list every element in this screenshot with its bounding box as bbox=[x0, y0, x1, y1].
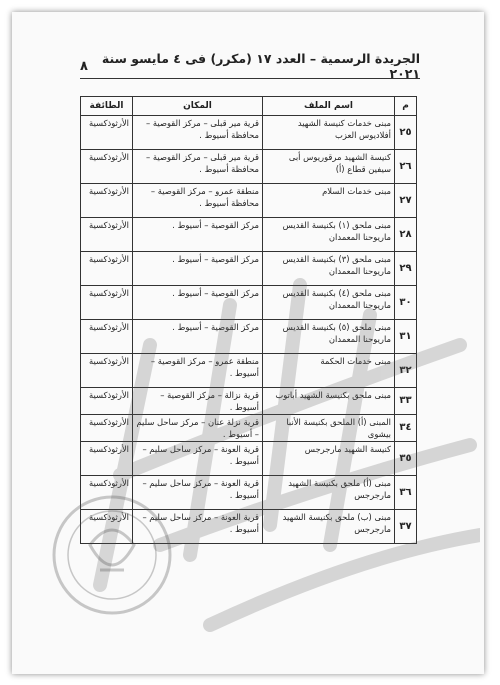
row-number: ٣٠ bbox=[395, 286, 417, 320]
table-row bbox=[81, 415, 417, 442]
column-header-number: م bbox=[395, 97, 417, 116]
file-name-cell: مبنى ملحق (١) بكنيسة القديس ماريوحنا المعمدان bbox=[263, 218, 395, 252]
sect-cell: الأرثوذكسية bbox=[81, 218, 133, 252]
sect-cell: الأرثوذكسية bbox=[81, 116, 133, 150]
file-name-cell: مبنى (ب) ملحق بكنيسة الشهيد مارجرجس bbox=[263, 510, 395, 544]
sect-cell: الأرثوذكسية bbox=[81, 442, 133, 476]
row-number: ٢٩ bbox=[395, 252, 417, 286]
table-row bbox=[81, 252, 417, 286]
sect-cell: الأرثوذكسية bbox=[81, 510, 133, 544]
file-name-cell: مبنى (أ) ملحق بكنيسة الشهيد مارجرجس bbox=[263, 476, 395, 510]
file-name-cell: مبنى ملحق بكنيسة الشهيد أباتوب bbox=[263, 388, 395, 415]
row-number: ٣٥ bbox=[395, 442, 417, 476]
file-name-cell: مبنى ملحق (٥) بكنيسة القديس ماريوحنا المعمدان bbox=[263, 320, 395, 354]
table-row bbox=[81, 354, 417, 388]
table-row bbox=[81, 442, 417, 476]
gazette-title: الجريدة الرسمية – العدد ١٧ (مكرر) فى ٤ مايسو سنة ٢٠٢١ bbox=[101, 51, 420, 81]
sect-cell: الأرثوذكسية bbox=[81, 415, 133, 442]
table-row bbox=[81, 320, 417, 354]
sect-cell: الأرثوذكسية bbox=[81, 320, 133, 354]
file-name-cell: مبنى ملحق (٤) بكنيسة القديس ماريوحنا المعمدان bbox=[263, 286, 395, 320]
table-row bbox=[81, 218, 417, 252]
place-cell: منطقة عمرو – مركز القوصية – محافظة أسيوط . bbox=[133, 184, 263, 218]
row-number: ٣٤ bbox=[395, 415, 417, 442]
file-name-cell: كنيسة الشهيد مرقوريوس أبى سيفين قطاع (أ) bbox=[263, 150, 395, 184]
row-number: ٢٦ bbox=[395, 150, 417, 184]
file-name-cell: مبنى خدمات الحكمة bbox=[263, 354, 395, 388]
row-number: ٢٧ bbox=[395, 184, 417, 218]
column-header-sect: الطائفة bbox=[81, 97, 133, 116]
place-cell: مركز القوصية – أسيوط . bbox=[133, 320, 263, 354]
table-header-row bbox=[81, 97, 417, 116]
row-number: ٣٣ bbox=[395, 388, 417, 415]
sect-cell: الأرثوذكسية bbox=[81, 388, 133, 415]
place-cell: قرية مير قبلى – مركز القوصية – محافظة أسيوط . bbox=[133, 150, 263, 184]
file-name-cell: مبنى خدمات كنيسة الشهيد أفلاديوس العزب bbox=[263, 116, 395, 150]
place-cell: قرية مير قبلى – مركز القوصية – محافظة أسيوط . bbox=[133, 116, 263, 150]
row-number: ٢٨ bbox=[395, 218, 417, 252]
column-header-file-name: اسم الملف bbox=[263, 97, 395, 116]
page-number: ٨ bbox=[80, 58, 88, 74]
sect-cell: الأرثوذكسية bbox=[81, 286, 133, 320]
table-row bbox=[81, 184, 417, 218]
sect-cell: الأرثوذكسية bbox=[81, 476, 133, 510]
table-row bbox=[81, 150, 417, 184]
sect-cell: الأرثوذكسية bbox=[81, 252, 133, 286]
row-number: ٢٥ bbox=[395, 116, 417, 150]
row-number: ٣١ bbox=[395, 320, 417, 354]
place-cell: قرية العونة – مركز ساحل سليم – أسيوط . bbox=[133, 510, 263, 544]
column-header-place: المكان bbox=[133, 97, 263, 116]
place-cell: قرية العونة – مركز ساحل سليم – أسيوط . bbox=[133, 476, 263, 510]
sect-cell: الأرثوذكسية bbox=[81, 150, 133, 184]
table-row bbox=[81, 286, 417, 320]
file-name-cell: المبنى (أ) الملحق بكنيسة الأنبا بيشوى bbox=[263, 415, 395, 442]
file-name-cell: مبنى ملحق (٣) بكنيسة القديس ماريوحنا المعمدان bbox=[263, 252, 395, 286]
file-name-cell: مبنى خدمات السلام bbox=[263, 184, 395, 218]
place-cell: مركز القوصية – أسيوط . bbox=[133, 218, 263, 252]
sect-cell: الأرثوذكسية bbox=[81, 354, 133, 388]
place-cell: قرية نزالة – مركز القوصية – أسيوط . bbox=[133, 388, 263, 415]
row-number: ٣٢ bbox=[395, 354, 417, 388]
file-name-cell: كنيسة الشهيد مارجرجس bbox=[263, 442, 395, 476]
table-row bbox=[81, 510, 417, 544]
place-cell: مركز القوصية – أسيوط . bbox=[133, 286, 263, 320]
place-cell: قرية نزلة عنان – مركز ساحل سليم – أسيوط . bbox=[133, 415, 263, 442]
place-cell: منطقة عمرو – مركز القوصية – أسيوط . bbox=[133, 354, 263, 388]
table-row bbox=[81, 116, 417, 150]
sect-cell: الأرثوذكسية bbox=[81, 184, 133, 218]
place-cell: مركز القوصية – أسيوط . bbox=[133, 252, 263, 286]
table-row bbox=[81, 388, 417, 415]
table-row bbox=[81, 476, 417, 510]
row-number: ٣٧ bbox=[395, 510, 417, 544]
row-number: ٣٦ bbox=[395, 476, 417, 510]
buildings-table bbox=[80, 96, 417, 544]
place-cell: قرية العونة – مركز ساحل سليم – أسيوط . bbox=[133, 442, 263, 476]
page-header bbox=[80, 51, 420, 81]
